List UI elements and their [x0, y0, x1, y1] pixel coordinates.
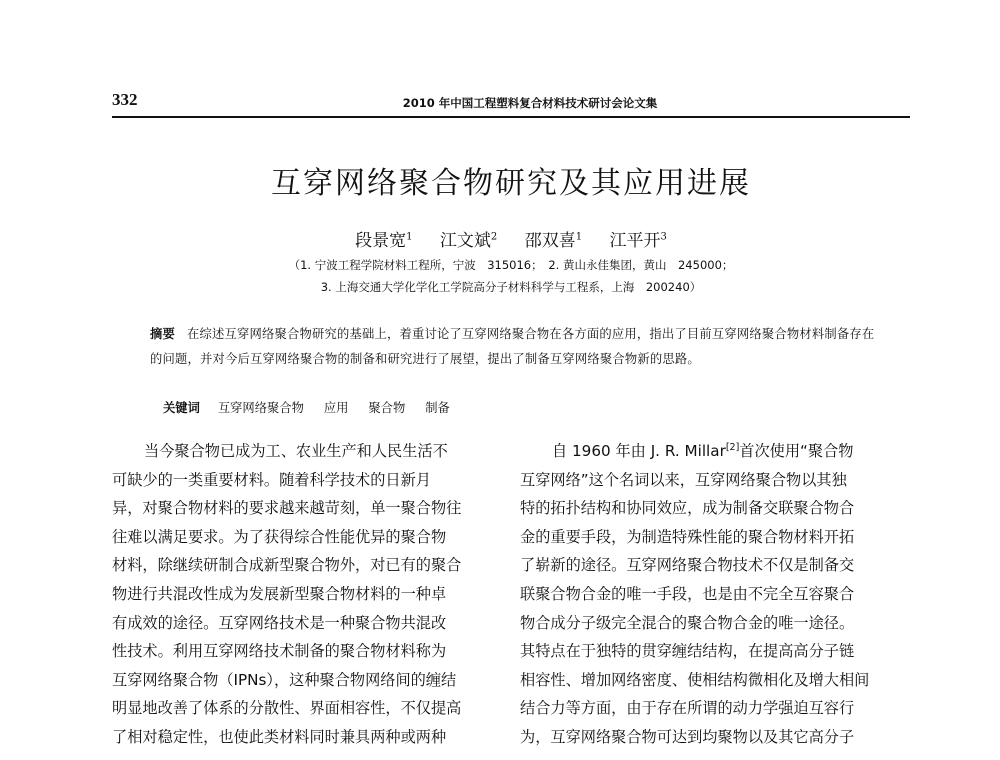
- body-line: 了崭新的途径。互穿网络聚合物技术不仅是制备交: [520, 556, 855, 575]
- author: [355, 231, 412, 251]
- body-text: 首次使用“聚合物: [739, 442, 854, 460]
- author-name: 邵双喜: [524, 231, 576, 251]
- abstract-text: 在综述互穿网络聚合物研究的基础上，着重讨论了互穿网络聚合物在各方面的应用，指出了目前互穿网络聚合物材料制备存在的问题，并对今后互穿网络聚合物的制备和研究进行了展望，提出了制备互穿网络聚合物新的思路。: [150, 327, 875, 366]
- author-affil-mark: 1: [406, 231, 413, 243]
- body-line: 为，互穿网络聚合物可达到均聚物以及其它高分子: [520, 727, 855, 746]
- body-line: 相容性、增加网络密度、使相结构微相化及增大相间: [520, 670, 870, 689]
- affiliation-line-2: 3. 上海交通大学化学化工学院高分子材料科学与工程系，上海 200240）: [320, 280, 702, 294]
- keyword: 应用: [323, 401, 349, 415]
- body-line: 材料，除继续研制合成新型聚合物外，对已有的聚合: [112, 556, 462, 575]
- body-line: 有成效的途径。互穿网络技术是一种聚合物共混改: [112, 613, 447, 632]
- keyword: 互穿网络聚合物: [217, 401, 304, 415]
- body-line: 特的拓扑结构和协同效应，成为制备交联聚合物合: [520, 499, 855, 518]
- body-line: 当今聚合物已成为工、农业生产和人民生活不: [144, 442, 448, 460]
- body-line: 互穿网络聚合物（IPNs），这种聚合物网络间的缠结: [112, 670, 457, 689]
- keyword: 聚合物: [368, 401, 406, 415]
- author-affil-mark: 2: [490, 231, 498, 243]
- author: [525, 231, 582, 251]
- body-line: 性技术。利用互穿网络技术制备的聚合物材料称为: [112, 642, 447, 661]
- paper-title: 互穿网络聚合物研究及其应用进展: [271, 166, 751, 201]
- header-rule: [112, 116, 910, 118]
- body-line: 往难以满足要求。为了获得综合性能优异的聚合物: [112, 527, 447, 546]
- body-line: 金的重要手段，为制造特殊性能的聚合物材料开拓: [520, 527, 855, 546]
- body-line: 联聚合物合金的唯一手段，也是由不完全互容聚合: [520, 584, 855, 603]
- body-line: 互穿网络”这个名词以来，互穿网络聚合物以其独: [520, 470, 847, 489]
- author-name: 江文斌: [439, 231, 491, 251]
- author-name: 段景宽: [355, 231, 407, 251]
- abstract-label: 摘要: [150, 327, 175, 341]
- body-line: 其特点在于独特的贯穿缠结结构，在提高高分子链: [520, 642, 855, 661]
- author-affil-mark: 1: [575, 231, 583, 243]
- keyword: 制备: [425, 401, 450, 415]
- affiliation-line-1: （1. 宁波工程学院材料工程所，宁波 315016； 2. 黄山永佳集团，黄山 245000；: [288, 258, 734, 272]
- body-line: 了相对稳定性，也使此类材料同时兼具两种或两种: [112, 727, 447, 746]
- running-header: 2010 年中国工程塑料复合材料技术研讨会论文集: [402, 96, 658, 110]
- author: [609, 231, 666, 251]
- keywords: [163, 398, 883, 416]
- body-line: 可缺少的一类重要材料。随着科学技术的日新月: [112, 470, 431, 489]
- author-list: [112, 226, 910, 251]
- page-number: 332: [112, 90, 138, 109]
- body-line: 结合力等方面，由于存在所谓的动力学强迫互容行: [520, 699, 855, 718]
- abstract: [150, 322, 885, 372]
- body-line: 异，对聚合物材料的要求越来越苛刻，单一聚合物往: [112, 499, 462, 518]
- body-column-left: [112, 437, 504, 752]
- body-line: [520, 437, 912, 466]
- citation-mark: [2]: [725, 441, 740, 453]
- body-line: 物合成分子级完全混合的聚合物合金的唯一途径。: [520, 613, 855, 632]
- body-line: 明显地改善了体系的分散性、界面相容性，不仅提高: [112, 699, 462, 718]
- body-column-right: [520, 437, 912, 752]
- author-name: 江平开: [609, 231, 661, 251]
- author: [440, 231, 497, 251]
- keywords-label: 关键词: [163, 401, 200, 415]
- body-line: 物进行共混改性成为发展新型聚合物材料的一种卓: [112, 584, 447, 603]
- body-text: 自 1960 年由 J. R. Millar: [552, 442, 726, 460]
- author-affil-mark: 3: [660, 231, 667, 243]
